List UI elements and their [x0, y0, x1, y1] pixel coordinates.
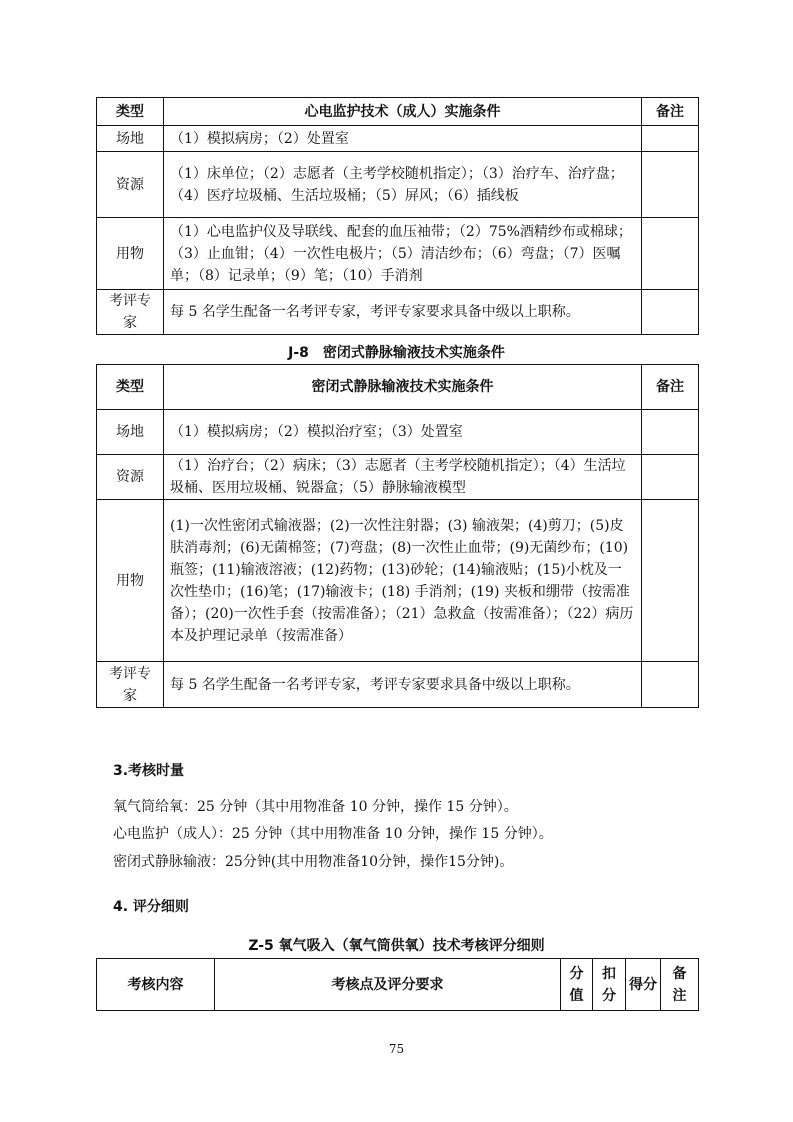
section3-heading: 3.考核时量: [113, 763, 185, 779]
header-score: 得分: [626, 959, 661, 1011]
row-note: [642, 455, 699, 500]
header-deduction: 扣分: [593, 959, 626, 1011]
row-content: （1）模拟病房；（2）模拟治疗室；（3）处置室: [164, 410, 642, 455]
row-content: 每 5 名学生配备一名考评专家，考评专家要求具备中级以上职称。: [164, 662, 642, 708]
table-row: [97, 500, 699, 662]
header-note: 备注: [642, 365, 699, 410]
header-type: 类型: [97, 365, 164, 410]
header-points: 分值: [561, 959, 593, 1011]
row-content: （1）模拟病房；（2）处置室: [164, 126, 642, 152]
table3-title: Z-5 氧气吸入（氧气筒供氧）技术考核评分细则: [248, 938, 545, 954]
row-content: (1)一次性密闭式输液器；(2)一次性注射器；(3) 输液架；(4)剪刀；(5)皮肤消毒剂；(6)无菌棉签；(7)弯盘；(8)一次性止血带；(9)无菌纱布；(10)瓶签；(11)输液溶液；(12)药物；(13)砂轮；(14)输液贴；(15)小枕及一次性垫巾；(16)笔；(17)输液卡；(18) 手消剂；(19) 夹板和绷带（按需准备）；(20)一次性手套（按需准备）；（21）急救盒（按需准备）；（22）病历本及护理记录单（按需准备）: [164, 500, 642, 662]
row-note: [642, 290, 699, 335]
row-type: 场地: [97, 410, 164, 455]
row-type: 资源: [97, 152, 164, 218]
table-row: [97, 410, 699, 455]
header-note: 备注: [661, 959, 699, 1011]
row-type: 用物: [97, 500, 164, 662]
row-type: 考评专家: [97, 290, 164, 335]
row-type: 场地: [97, 126, 164, 152]
table-row: [97, 218, 699, 290]
row-note: [642, 218, 699, 290]
row-content: （1）床单位；（2）志愿者（主考学校随机指定）；（3）治疗车、治疗盘；（4）医疗垃圾桶、生活垃圾桶；（5）屏风；（6）插线板: [164, 152, 642, 218]
header-type: 类型: [97, 98, 164, 126]
scoring-table: [96, 958, 699, 1011]
header-content: 考核内容: [97, 959, 215, 1011]
row-note: [642, 500, 699, 662]
section4-heading: 4. 评分细则: [113, 899, 189, 915]
row-content: （1）治疗台；（2）病床；（3）志愿者（主考学校随机指定）；（4）生活垃圾桶、医用垃圾桶、锐器盒；（5）静脉输液模型: [164, 455, 642, 500]
row-note: [642, 126, 699, 152]
row-type: 用物: [97, 218, 164, 290]
header-note: 备注: [642, 98, 699, 126]
header-conditions: 密闭式静脉输液技术实施条件: [164, 365, 642, 410]
table-row: [97, 126, 699, 152]
header-criteria: 考核点及评分要求: [215, 959, 561, 1011]
table2-title: J-8 密闭式静脉输液技术实施条件: [288, 345, 505, 361]
duration-line: 氧气筒给氧：25 分钟（其中用物准备 10 分钟，操作 15 分钟）。: [113, 799, 518, 815]
table-row: [97, 455, 699, 500]
row-note: [642, 152, 699, 218]
duration-line: 心电监护（成人）：25 分钟（其中用物准备 10 分钟，操作 15 分钟）。: [113, 826, 553, 842]
row-note: [642, 662, 699, 708]
duration-line: 密闭式静脉输液：25分钟(其中用物准备10分钟，操作15分钟)。: [113, 854, 514, 870]
row-content: （1）心电监护仪及导联线、配套的血压袖带；（2）75%酒精纱布或棉球；（3）止血钳；（4）一次性电极片；（5）清洁纱布；（6）弯盘；（7）医嘱单；（8）记录单；（9）笔；（10）手消剂: [164, 218, 642, 290]
row-note: [642, 410, 699, 455]
page-number: 75: [388, 1042, 405, 1056]
table-row: [97, 662, 699, 708]
row-type: 考评专家: [97, 662, 164, 708]
row-content: 每 5 名学生配备一名考评专家，考评专家要求具备中级以上职称。: [164, 290, 642, 335]
header-conditions: 心电监护技术（成人）实施条件: [164, 98, 642, 126]
row-type: 资源: [97, 455, 164, 500]
table-row: [97, 290, 699, 335]
ecg-conditions-table: [96, 97, 699, 335]
iv-conditions-table: [96, 364, 699, 708]
table-row: [97, 152, 699, 218]
